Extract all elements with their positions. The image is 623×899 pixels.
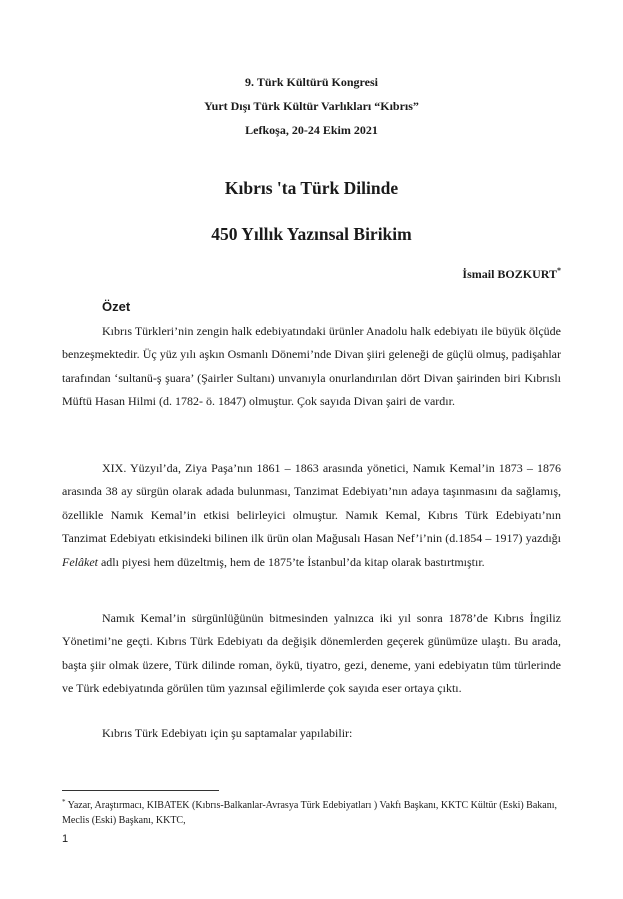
- play-title: Felâket: [62, 554, 98, 569]
- conference-place-date: Lefkoşa, 20-24 Ekim 2021: [245, 123, 378, 137]
- paper-title-line-1: Kıbrıs 'ta Türk Dilinde: [224, 178, 399, 198]
- paragraph-2-text-b: adlı piyesi hem düzeltmiş, hem de 1875’te İstanbul’da kitap olarak bastırtmıştır.: [97, 554, 485, 569]
- conference-subtitle: Yurt Dışı Türk Kültür Varlıkları “Kıbrıs”: [204, 99, 419, 113]
- author-footnote-marker[interactable]: *: [557, 266, 561, 275]
- footnote-marker: *: [62, 798, 66, 806]
- abstract-heading: Özet: [102, 299, 131, 314]
- abstract-paragraph-2: [62, 457, 561, 574]
- abstract-paragraph-4: Kıbrıs Türk Edebiyatı için şu saptamalar yapılabilir:: [102, 726, 353, 740]
- footnote-text: Yazar, Araştırmacı, KIBATEK (Kıbrıs-Balkanlar-Avrasya Türk Edebiyatları ) Vakfı Başkanı, KKTC Kültür (Eski) Bakanı, Meclis (Eski) Başkanı, KKTC,: [62, 800, 558, 826]
- abstract-paragraph-3: Namık Kemal’in sürgünlüğünün bitmesinden yalnızca iki yıl sonra 1878’de Kıbrıs İngiliz Yönetimi’ne geçti. Kıbrıs Türk Edebiyatı da değişik dönemlerden geçerek günümüze ulaştı. Bu arada, başta şiir olmak üzere, Türk dilinde roman, öykü, tiyatro, gezi, deneme, yani edebiyatın tüm türlerinde ve Türk edebiyatında görülen tüm yazınsal eğilimlerde çok sayıda eser ortaya çıktı.: [62, 611, 561, 696]
- author-name: [462, 262, 561, 283]
- abstract-paragraph-1: Kıbrıs Türkleri’nin zengin halk edebiyatındaki ürünler Anadolu halk edebiyatı ile büyük ölçüde benzeşmektedir. Üç yüz yılı aşkın Osmanlı Dönemi’nde Divan şiiri geleneği de güçlü olmuş, padişahlar tarafından ‘sultanü-ş şuara’ (Şairler Sultanı) unvanıyla onurlandırılan dört Divan şairinden biri Kıbrıslı Müftü Hasan Hilmi (d. 1782- ö. 1847) olmuştur. Çok sayıda Divan şairi de vardır.: [62, 324, 561, 409]
- paragraph-2-text-a: XIX. Yüzyıl’da, Ziya Paşa’nın 1861 – 1863 arasında yönetici, Namık Kemal’in 1873 – 1876 arasında 38 ay sürgün olarak adada bulunması, Tanzimat Edebiyatı’nın adaya taşınmasını da sağlamış, özellikle Namık Kemal’in etkisi belirleyici olmuştur. Namık Kemal, Kıbrıs Türk Edebiyatı’nın Tanzimat Edebiyatı etkisindeki bilinen ilk ürün olan Mağusalı Hasan Nef’i’nin (d.1854 – 1917) yazdığı: [62, 461, 561, 546]
- author-name-text: İsmail BOZKURT: [462, 267, 557, 281]
- footnote: [62, 795, 562, 828]
- conference-name: 9. Türk Kültürü Kongresi: [245, 75, 378, 89]
- page-number: 1: [62, 833, 69, 845]
- paper-title-line-2: 450 Yıllık Yazınsal Birikim: [211, 224, 412, 244]
- footnote-separator: [62, 790, 219, 791]
